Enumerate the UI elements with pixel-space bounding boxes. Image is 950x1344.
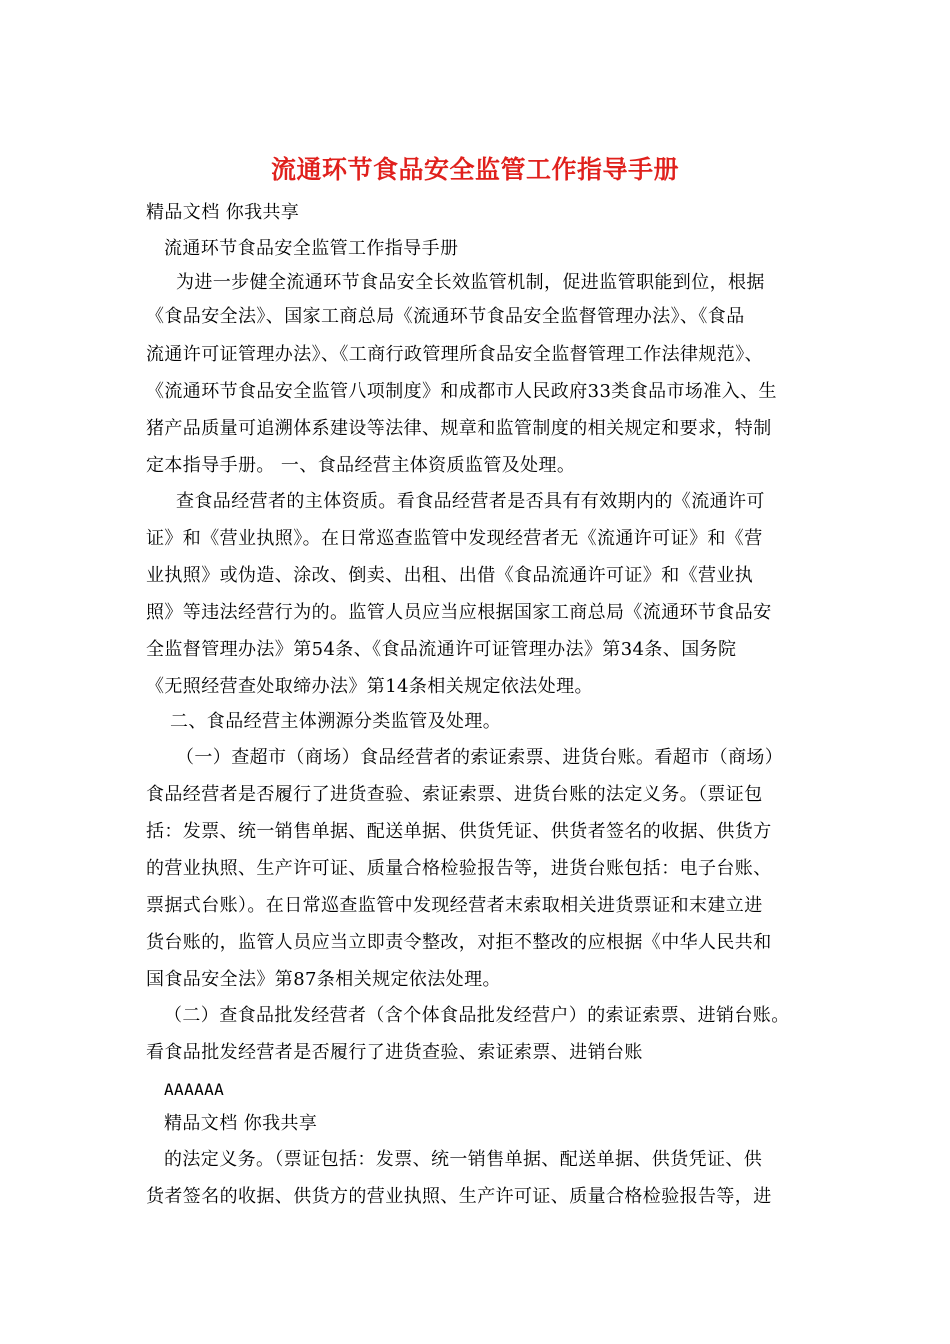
footer-mark: AAAAAA [164, 1080, 225, 1099]
body-line: 猪产品质量可追溯体系建设等法律、规章和监管制度的相关规定和要求，特制 [146, 418, 772, 439]
body-line: 《食品安全法》、国家工商总局《流通环节食品安全监督管理办法》、《食品 [146, 306, 745, 327]
body-line: 括：发票、统一销售单据、配送单据、供货凭证、供货者签名的收据、供货方 [146, 821, 772, 842]
body-line: 的营业执照、生产许可证、质量合格检验报告等，进货台账包括：电子台账、 [146, 858, 772, 879]
body-line: 全监督管理办法》第54条、《食品流通许可证管理办法》第34条、国务院 [146, 639, 737, 660]
body-line: 国食品安全法》第87条相关规定依法处理。 [146, 969, 501, 990]
body-line: 查食品经营者的主体资质。看食品经营者是否具有有效期内的《流通许可 [176, 491, 765, 512]
header-note: 精品文档 你我共享 [164, 1113, 318, 1134]
body-line: 照》等违法经营行为的。监管人员应当应根据国家工商总局《流通环节食品安 [146, 602, 772, 623]
body-line: 《流通环节食品安全监管八项制度》和成都市人民政府33类食品市场准入、生 [146, 381, 777, 402]
section-heading: 二、食品经营主体溯源分类监管及处理。 [170, 711, 502, 732]
body-line: 货者签名的收据、供货方的营业执照、生产许可证、质量合格检验报告等，进 [146, 1186, 772, 1207]
body-line: 货台账的，监管人员应当立即责令整改，对拒不整改的应根据《中华人民共和 [146, 932, 772, 953]
body-line: （二）查食品批发经营者（含个体食品批发经营户）的索证索票、进销台账。 [164, 1005, 790, 1026]
body-line: 证》和《营业执照》。在日常巡查监管中发现经营者无《流通许可证》和《营 [146, 528, 763, 549]
body-line: （一）查超市（商场）食品经营者的索证索票、进货台账。看超市（商场） [176, 747, 784, 768]
body-line: 流通许可证管理办法》、《工商行政管理所食品安全监督管理工作法律规范》、 [146, 344, 763, 365]
document-title: 流通环节食品安全监管工作指导手册 [270, 155, 679, 184]
body-line: 为进一步健全流通环节食品安全长效监管机制，促进监管职能到位，根据 [176, 272, 765, 293]
body-line: 定本指导手册。 一、食品经营主体资质监管及处理。 [146, 455, 576, 476]
body-line: 食品经营者是否履行了进货查验、索证索票、进货台账的法定义务。（票证包 [146, 784, 763, 805]
body-line: 《无照经营查处取缔办法》第14条相关规定依法处理。 [146, 676, 593, 697]
body-line: 的法定义务。（票证包括：发票、统一销售单据、配送单据、供货凭证、供 [164, 1149, 763, 1170]
header-note: 精品文档 你我共享 [146, 202, 300, 223]
body-line: 票据式台账）。在日常巡查监管中发现经营者末索取相关进货票证和末建立进 [146, 895, 763, 916]
body-line: 业执照》或伪造、涂改、倒卖、出租、出借《食品流通许可证》和《营业执 [146, 565, 754, 586]
subtitle: 流通环节食品安全监管工作指导手册 [164, 238, 459, 259]
body-line: 看食品批发经营者是否履行了进货查验、索证索票、进销台账 [146, 1042, 643, 1063]
